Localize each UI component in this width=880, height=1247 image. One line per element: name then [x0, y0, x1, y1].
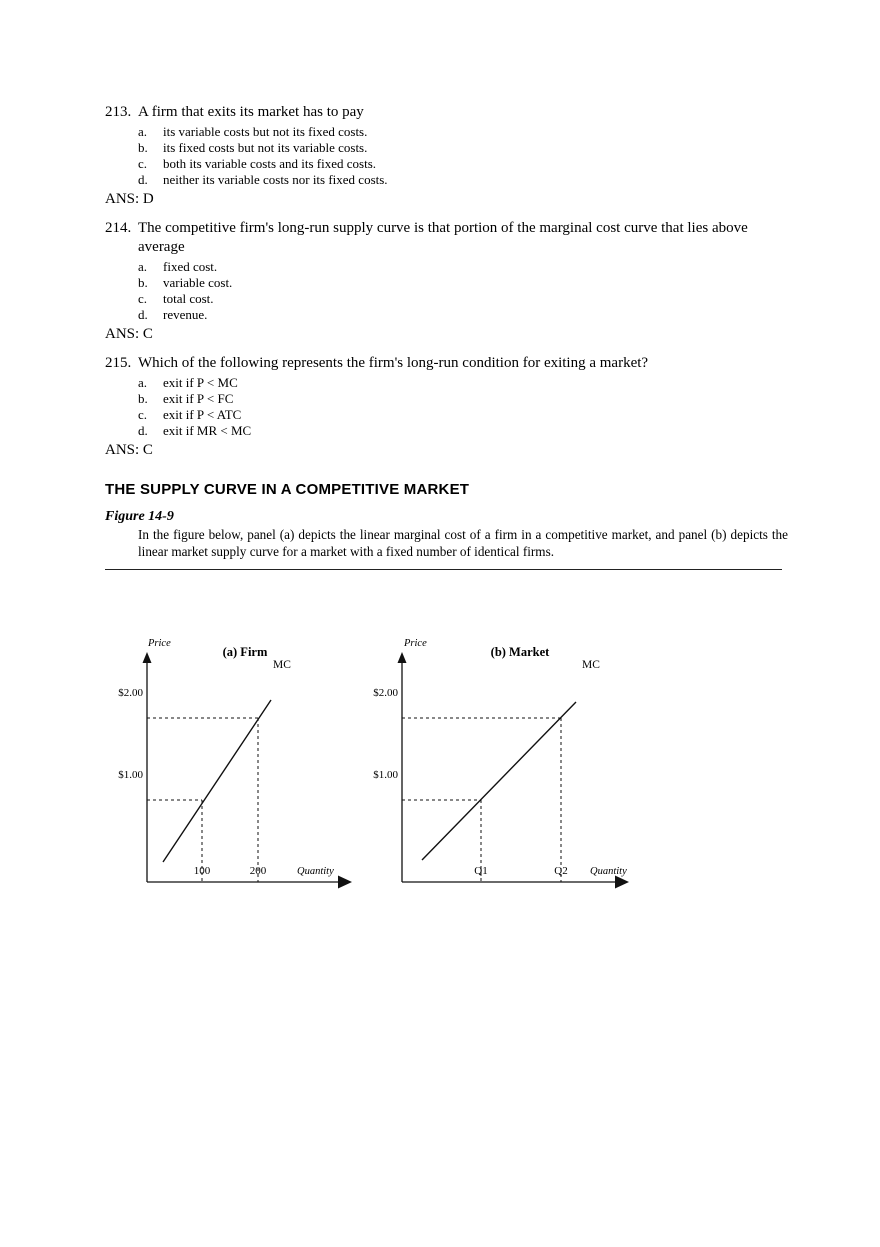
y-tick-100: $1.00: [373, 769, 398, 781]
option-letter: c.: [138, 407, 148, 422]
figure-label: Figure 14-9: [105, 509, 174, 524]
figure-caption: In the figure below, panel (a) depicts the linear marginal cost of a firm in a competitive market, and panel (b) depicts the linear market supply curve for a market with a fixed number of identical firms.: [138, 527, 788, 559]
document-body: [105, 103, 795, 570]
question-stem: [105, 354, 795, 373]
question-214: [105, 219, 795, 344]
question-stem: [105, 219, 795, 257]
option-text: exit if P < FC: [163, 391, 234, 406]
option-letter: c.: [138, 291, 148, 306]
option-d: [138, 307, 795, 323]
option-letter: c.: [138, 156, 148, 171]
question-stem: [105, 103, 795, 122]
option-text: total cost.: [163, 291, 214, 306]
mc-curve: [422, 702, 576, 860]
option-letter: d.: [138, 172, 148, 187]
firm-chart: [105, 630, 370, 895]
option-c: [138, 156, 795, 172]
section-heading: THE SUPPLY CURVE IN A COMPETITIVE MARKET: [105, 481, 470, 498]
option-b: [138, 140, 795, 156]
y-tick-200: $2.00: [373, 687, 398, 699]
option-letter: a.: [138, 375, 148, 390]
option-text: exit if MR < MC: [163, 423, 252, 438]
options-list: [138, 124, 795, 188]
question-215: [105, 354, 795, 460]
question-text: Which of the following represents the firm's long-run condition for exiting a market?: [138, 355, 649, 371]
x-axis-title: Quantity: [590, 866, 627, 877]
mc-curve: [163, 700, 271, 862]
option-text: both its variable costs and its fixed costs.: [163, 156, 377, 171]
option-text: its fixed costs but not its variable costs.: [163, 140, 368, 155]
option-c: [138, 291, 795, 307]
option-b: [138, 391, 795, 407]
question-number: 214.: [105, 220, 132, 236]
panel-b-title: (b) Market: [490, 645, 550, 659]
option-text: neither its variable costs nor its fixed costs.: [163, 172, 388, 187]
y-tick-200: $2.00: [118, 687, 143, 699]
option-a: [138, 375, 795, 391]
option-d: [138, 172, 795, 188]
option-c: [138, 407, 795, 423]
question-text: A firm that exits its market has to pay: [138, 104, 364, 120]
x-tick-q2: Q2: [554, 865, 568, 877]
option-letter: d.: [138, 307, 148, 322]
question-text: The competitive firm's long-run supply curve is that portion of the marginal cost curve that lies above average: [138, 220, 748, 255]
option-text: exit if P < MC: [163, 375, 238, 390]
x-axis-arrow-icon: [615, 876, 629, 889]
y-axis-arrow-icon: [398, 652, 407, 663]
answer-line: ANS: D: [105, 191, 154, 207]
options-list: [138, 259, 795, 323]
option-letter: a.: [138, 259, 148, 274]
y-axis-title: Price: [148, 638, 171, 649]
y-axis-title: Price: [404, 638, 427, 649]
option-letter: b.: [138, 391, 148, 406]
market-chart: [358, 630, 648, 895]
mc-curve-label: MC: [582, 659, 600, 671]
options-list: [138, 375, 795, 439]
x-tick-200: 200: [249, 865, 267, 877]
option-b: [138, 275, 795, 291]
question-number: 215.: [105, 355, 132, 371]
mc-curve-label: MC: [273, 659, 291, 671]
option-letter: b.: [138, 275, 148, 290]
y-axis-arrow-icon: [143, 652, 152, 663]
figure-divider: [105, 569, 782, 570]
option-text: fixed cost.: [163, 259, 218, 274]
question-213: [105, 103, 795, 209]
option-text: revenue.: [163, 307, 208, 322]
x-axis-arrow-icon: [338, 876, 352, 889]
option-text: exit if P < ATC: [163, 407, 242, 422]
question-number: 213.: [105, 104, 132, 120]
option-letter: d.: [138, 423, 148, 438]
x-axis-title: Quantity: [297, 866, 334, 877]
option-d: [138, 423, 795, 439]
option-letter: b.: [138, 140, 148, 155]
option-text: variable cost.: [163, 275, 233, 290]
x-tick-100: 100: [193, 865, 211, 877]
option-letter: a.: [138, 124, 148, 139]
x-tick-q1: Q1: [474, 865, 488, 877]
answer-line: ANS: C: [105, 326, 153, 342]
option-a: [138, 259, 795, 275]
option-a: [138, 124, 795, 140]
answer-line: ANS: C: [105, 442, 153, 458]
y-tick-100: $1.00: [118, 769, 143, 781]
option-text: its variable costs but not its fixed costs.: [163, 124, 368, 139]
panel-a-title: (a) Firm: [222, 645, 268, 659]
